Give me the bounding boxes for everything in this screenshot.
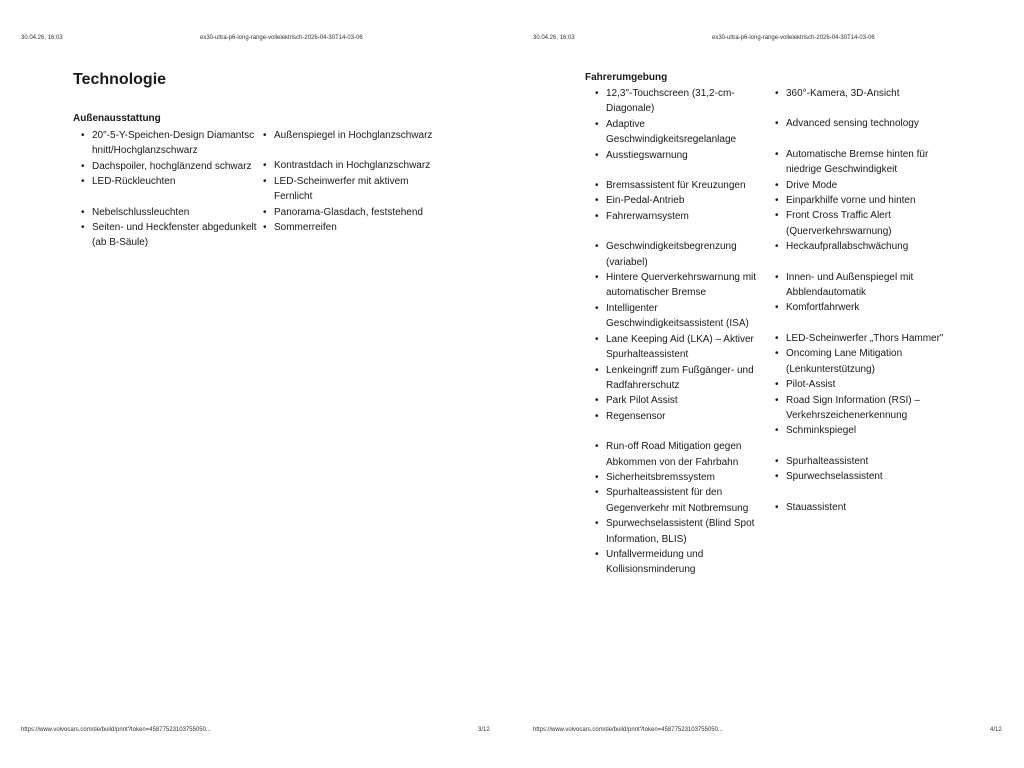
list-item: • Bremsassistent für Kreuzungen — [594, 178, 766, 193]
list-item: • Lane Keeping Aid (LKA) – Aktiver Spurhalteassistent — [594, 332, 766, 363]
list-item: • 20"-5-Y-Speichen-Design Diamantschnitt/Hochglanzschwarz — [80, 128, 257, 159]
list-item: • Heckaufprallabschwächung — [774, 239, 952, 254]
header-document-title: ex30-ultra-p6-long-range-vollelektrisch-2026-04-30T14-03-06 — [712, 35, 875, 41]
header-date: 30.04.26, 16:03 — [21, 35, 63, 41]
driver-list-col1 — [594, 86, 766, 578]
list-item: • Regensensor — [594, 409, 766, 424]
header-date: 30.04.26, 16:03 — [533, 35, 575, 41]
list-item: • Innen- und Außenspiegel mit Abblendautomatik — [774, 270, 952, 301]
list-item: • Pilot-Assist — [774, 377, 952, 392]
list-item: • Komfortfahrwerk — [774, 300, 952, 315]
list-item: • Park Pilot Assist — [594, 393, 766, 408]
list-item: • LED-Scheinwerfer mit aktivem Fernlicht — [262, 174, 442, 205]
footer-url: https://www.volvocars.com/de/build/print?token=45877523103755050... — [533, 727, 723, 733]
list-item: • Adaptive Geschwindigkeitsregelanlage — [594, 117, 766, 148]
exterior-list-col1 — [80, 128, 257, 251]
list-item: • Panorama-Glasdach, feststehend — [262, 205, 442, 220]
list-item: • Unfallvermeidung und Kollisionsminderung — [594, 547, 766, 578]
list-item: • Ein-Pedal-Antrieb — [594, 193, 766, 208]
section-heading-driver-environment: Fahrerumgebung — [585, 72, 668, 83]
list-item: • 12,3"-Touchscreen (31,2-cm-Diagonale) — [594, 86, 766, 117]
driver-list-col2 — [774, 86, 952, 515]
footer-url: https://www.volvocars.com/de/build/print?token=45877523103755050... — [21, 727, 211, 733]
list-item: • Sommerreifen — [262, 220, 442, 235]
list-item: • Road Sign Information (RSI) – Verkehrszeichenerkennung — [774, 393, 952, 424]
list-item: • Außenspiegel in Hochglanzschwarz — [262, 128, 442, 143]
list-item: • Schminkspiegel — [774, 423, 952, 438]
list-item: • LED-Scheinwerfer „Thors Hammer" — [774, 331, 952, 346]
list-item: • Spurwechselassistent (Blind Spot Information, BLIS) — [594, 516, 766, 547]
list-item: • Seiten- und Heckfenster abgedunkelt (ab B-Säule) — [80, 220, 257, 251]
list-item: • Sicherheitsbremssystem — [594, 470, 766, 485]
list-item: • Dachspoiler, hochglänzend schwarz — [80, 159, 257, 174]
list-item: • Stauassistent — [774, 500, 952, 515]
exterior-list-col2 — [262, 128, 442, 235]
list-item: • Front Cross Traffic Alert (Querverkehrswarnung) — [774, 208, 952, 239]
list-item: • Run-off Road Mitigation gegen Abkommen von der Fahrbahn — [594, 439, 766, 470]
list-item: • 360°-Kamera, 3D-Ansicht — [774, 86, 952, 101]
list-item: • Advanced sensing technology — [774, 116, 952, 131]
footer-page-number: 3/12 — [478, 727, 490, 733]
list-item: • Spurwechselassistent — [774, 469, 952, 484]
page-4 — [512, 0, 1024, 768]
footer-page-number: 4/12 — [990, 727, 1002, 733]
list-item: • Einparkhilfe vorne und hinten — [774, 193, 952, 208]
list-item: • Fahrerwarnsystem — [594, 209, 766, 224]
page-title: Technologie — [73, 71, 167, 88]
list-item: • Nebelschlussleuchten — [80, 205, 257, 220]
list-item: • Lenkeingriff zum Fußgänger- und Radfahrerschutz — [594, 363, 766, 394]
list-item: • Automatische Bremse hinten für niedrige Geschwindigkeit — [774, 147, 952, 178]
section-heading-exterior: Außenausstattung — [73, 113, 161, 124]
list-item: • Ausstiegswarnung — [594, 148, 766, 163]
list-item: • Kontrastdach in Hochglanzschwarz — [262, 158, 442, 173]
header-document-title: ex30-ultra-p6-long-range-vollelektrisch-2026-04-30T14-03-06 — [200, 35, 363, 41]
list-item: • Geschwindigkeitsbegrenzung (variabel) — [594, 239, 766, 270]
list-item: • Hintere Querverkehrswarnung mit automatischer Bremse — [594, 270, 766, 301]
list-item: • Drive Mode — [774, 178, 952, 193]
list-item: • Intelligenter Geschwindigkeitsassistent (ISA) — [594, 301, 766, 332]
list-item: • Spurhalteassistent — [774, 454, 952, 469]
list-item: • LED-Rückleuchten — [80, 174, 257, 189]
list-item: • Oncoming Lane Mitigation (Lenkunterstützung) — [774, 346, 952, 377]
list-item: • Spurhalteassistent für den Gegenverkehr mit Notbremsung — [594, 485, 766, 516]
